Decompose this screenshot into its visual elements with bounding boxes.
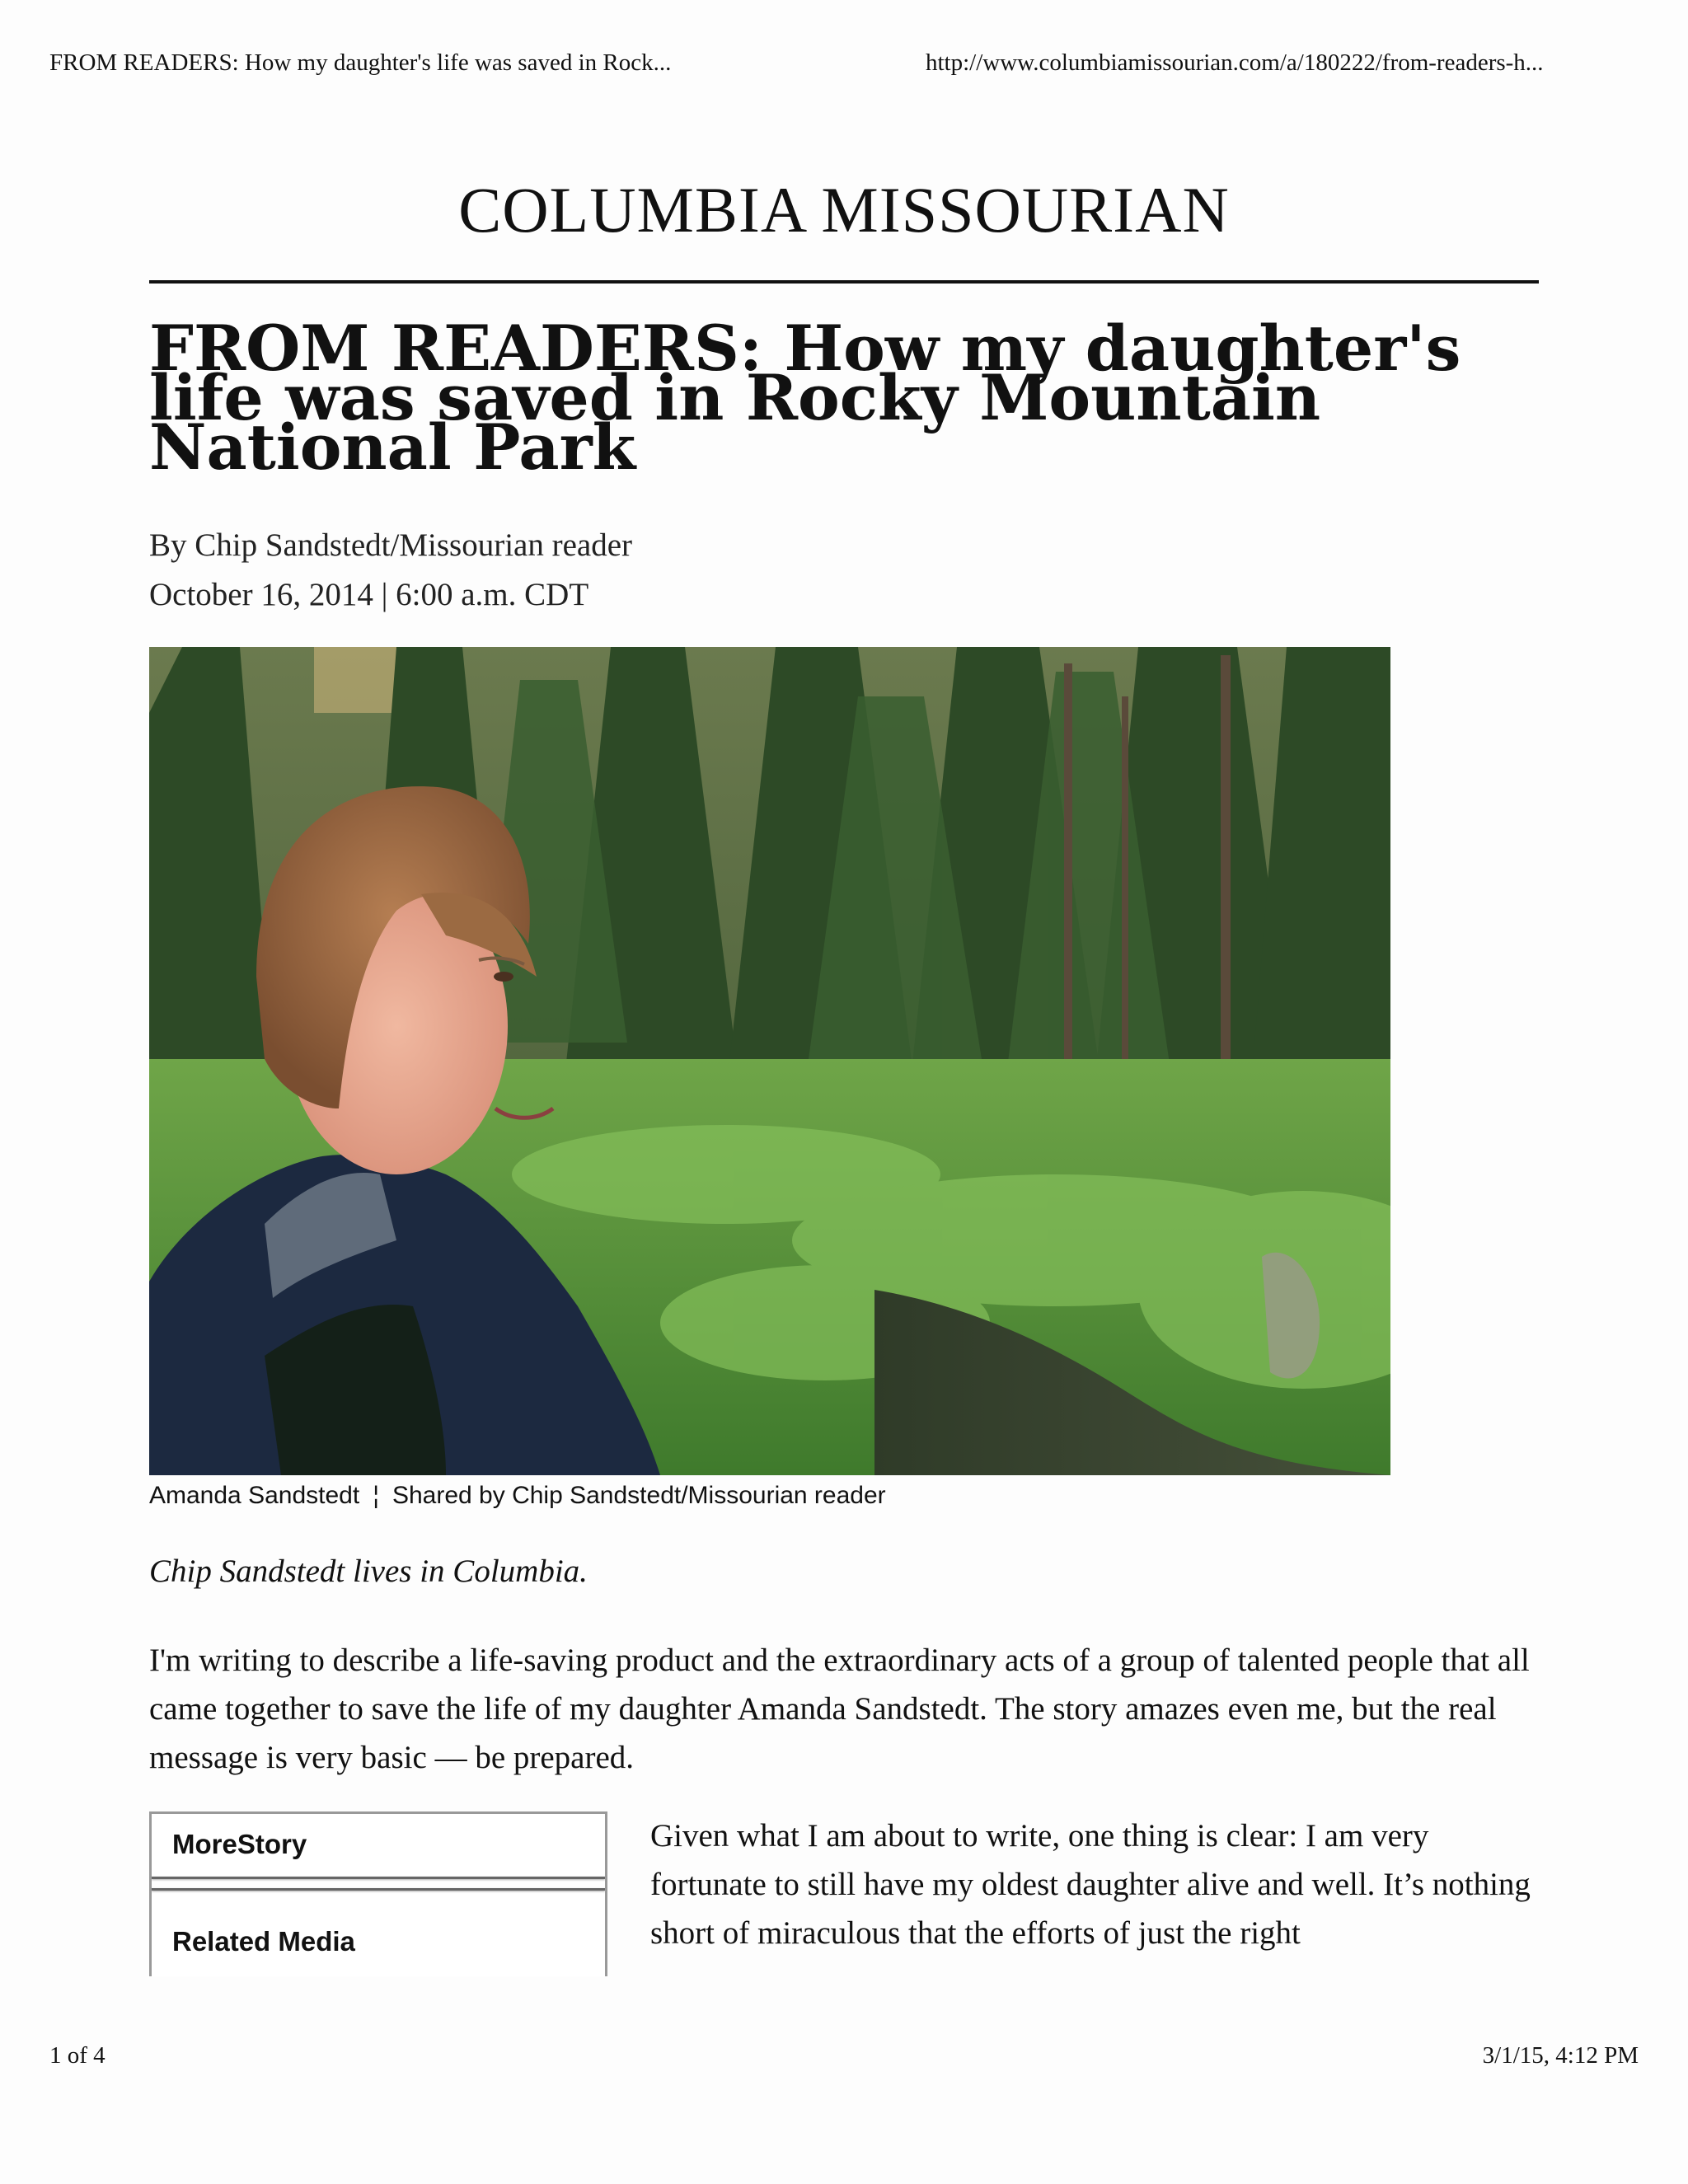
article-paragraph: I'm writing to describe a life-saving product and the extraordinary acts of a group of talented people that all came together to save the life of my daughter Amanda Sandstedt. The story amazes even me, but the real message is very basic — be prepared.	[149, 1643, 1530, 1775]
more-story-heading[interactable]: MoreStory	[172, 1829, 307, 1859]
article-date: October 16, 2014 | 6:00 a.m. CDT	[149, 577, 589, 612]
author-note: Chip Sandstedt lives in Columbia.	[149, 1554, 588, 1589]
related-media-heading[interactable]: Related Media	[172, 1926, 355, 1957]
article-paragraph: Given what I am about to write, one thing is clear: I am very fortunate to still have my oldest daughter alive and well. It’s nothing short of miraculous that the efforts of just the right	[650, 1818, 1531, 1951]
caption-separator: ¦	[373, 1482, 379, 1509]
article-headline: FROM READERS: How my daughter's life was saved in Rocky Mountain National Park	[149, 312, 1461, 484]
masthead-logo[interactable]: COLUMBIA MISSOURIAN	[458, 174, 1230, 246]
caption-subject: Amanda Sandstedt	[149, 1482, 360, 1509]
caption-credit: Shared by Chip Sandstedt/Missourian reader	[392, 1482, 886, 1509]
print-page-title: FROM READERS: How my daughter's life was saved in Rock...	[49, 49, 672, 76]
print-footer	[49, 2042, 1639, 2075]
photo-illustration	[149, 647, 1390, 1475]
print-page-url[interactable]: http://www.columbiamissourian.com/a/180222/from-readers-h...	[926, 49, 1544, 76]
print-timestamp: 3/1/15, 4:12 PM	[1482, 2042, 1639, 2069]
print-header	[49, 49, 1639, 82]
photo-caption	[149, 1479, 886, 1512]
more-story-sidebar	[149, 1811, 607, 1976]
sidebar-divider	[152, 1888, 605, 1891]
article-byline: By Chip Sandstedt/Missourian reader	[149, 527, 633, 563]
masthead-divider	[149, 280, 1539, 284]
article-photo[interactable]	[149, 647, 1390, 1475]
sidebar-divider	[152, 1877, 605, 1879]
page-number: 1 of 4	[49, 2042, 106, 2069]
